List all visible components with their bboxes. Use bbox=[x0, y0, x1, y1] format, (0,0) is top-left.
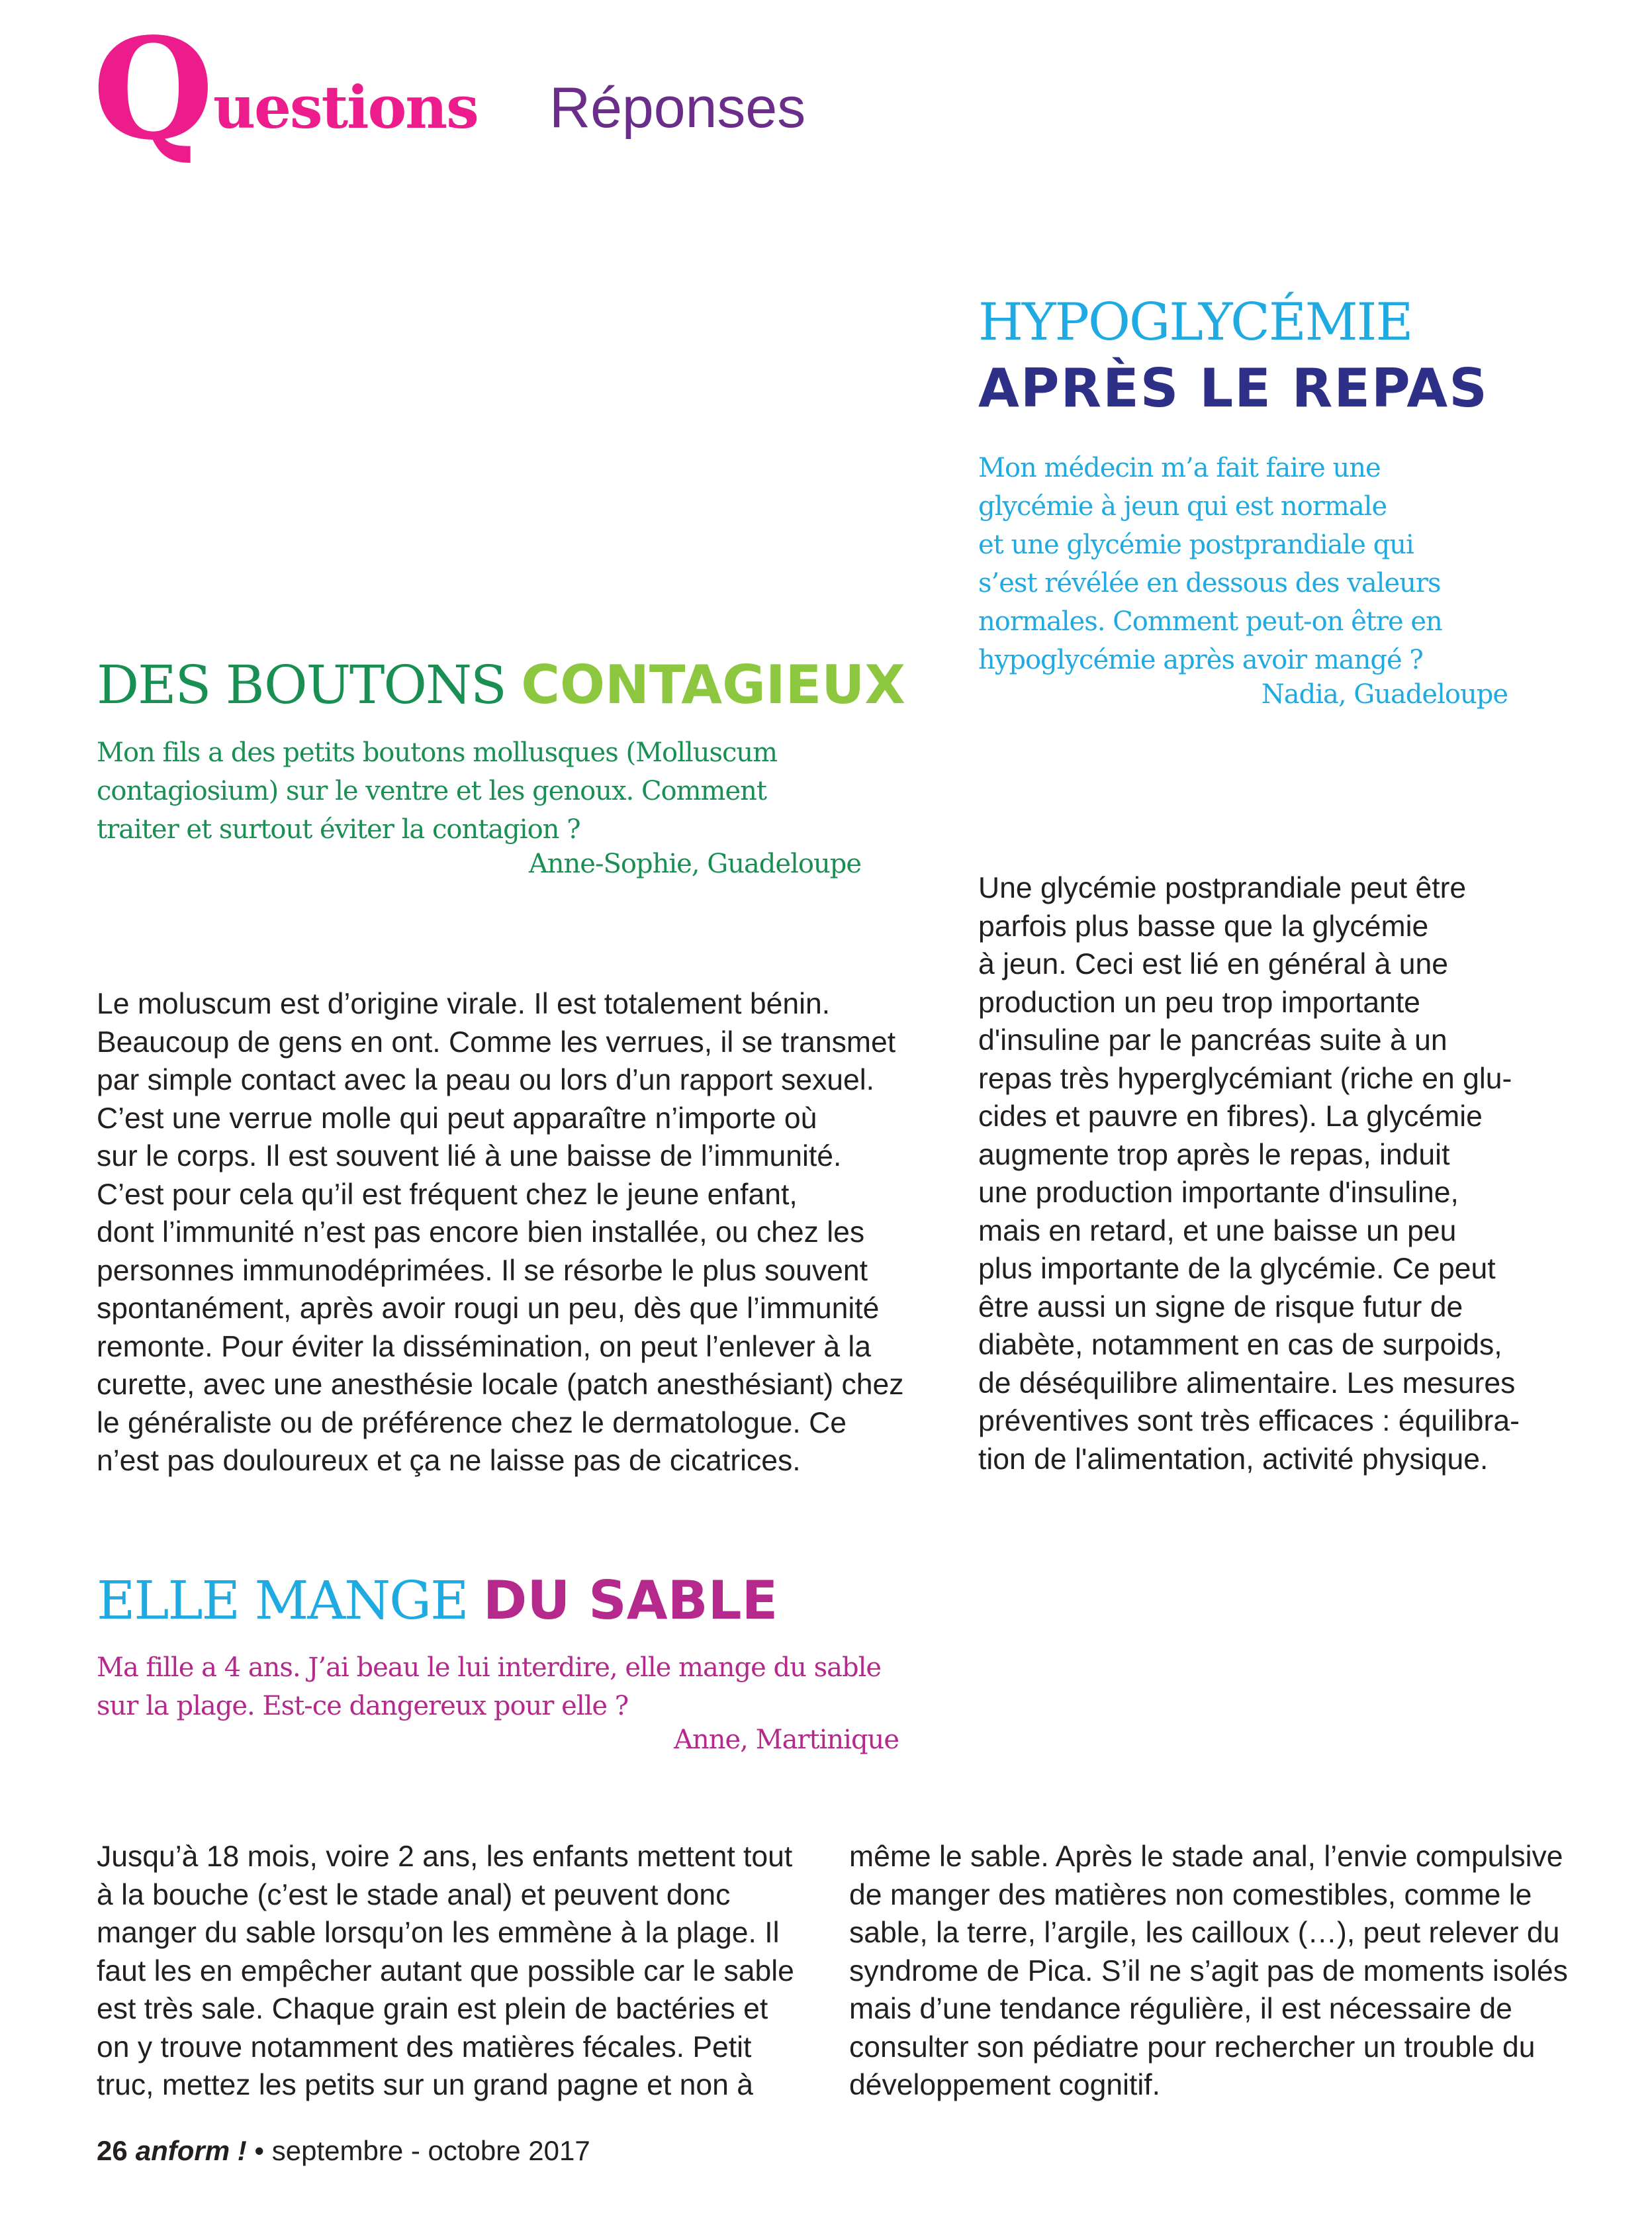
question-signature: Anne, Martinique bbox=[674, 1725, 899, 1755]
header-questions: uestions bbox=[213, 73, 478, 142]
article-title-sable bbox=[97, 1570, 778, 1631]
question-signature: Nadia, Guadeloupe bbox=[1261, 679, 1508, 710]
reader-question: Mon fils a des petits boutons mollusques (Molluscum contagiosium) sur le ventre et les genoux. Comment traiter et surtout éviter la contagion ? bbox=[97, 737, 778, 845]
article-subtitle-apres-repas: APRÈS LE REPAS bbox=[978, 357, 1489, 419]
question-signature: Anne-Sophie, Guadeloupe bbox=[528, 849, 861, 879]
reader-question: Ma fille a 4 ans. J’ai beau le lui interdire, elle mange du sable sur la plage. Est-ce dangereux pour elle ? bbox=[97, 1652, 882, 1721]
article-title-hypoglycemie: HYPOGLYCÉMIE bbox=[978, 293, 1412, 352]
article-title-boutons bbox=[97, 654, 905, 716]
title-light: ELLE MANGE bbox=[97, 1570, 483, 1631]
title-bold: CONTAGIEUX bbox=[521, 654, 905, 716]
title-light: DES BOUTONS bbox=[97, 654, 522, 716]
answer-text: Le moluscum est d’origine virale. Il est totalement bénin. Beaucoup de gens en ont. Comme les verrues, il se transmet par simple contact avec la peau ou lors d’un rapport sexuel. C’est une verrue molle qui peut apparaître n’importe où sur le corps. Il est souvent lié à une baisse de l’immunité. C’est pour cela qu’il est fréquent chez le jeune enfant, dont l’immunité n’est pas encore bien installée, ou chez les personnes immunodéprimées. Il se résorbe le plus souvent spontanément, après avoir rougi un peu, dès que l’immunité remonte. Pour éviter la dissémination, on peut l’enlever à la curette, avec une anesthésie locale (patch anesthésiant) chez le généraliste ou de préférence chez le dermatologue. Ce n’est pas douloureux et ça ne laisse pas de cicatrices. bbox=[97, 988, 904, 1477]
issue-date: • septembre - octobre 2017 bbox=[254, 2135, 590, 2166]
answer-text-column-1: Jusqu’à 18 mois, voire 2 ans, les enfants mettent tout à la bouche (c’est le stade anal) et peuvent donc manger du sable lorsqu’on les emmène à la plage. Il faut les en empêcher autant que possible car le sable est très sale. Chaque grain est plein de bactéries et on y trouve notamment des matières fécales. Petit truc, mettez les petits sur un grand pagne et non à bbox=[97, 1840, 794, 2101]
answer-text: Une glycémie postprandiale peut être parfois plus basse que la glycémie à jeun. Ceci est lié en général à une production un peu trop importante d'insuline par le pancréas suite à un repas très hyperglycémiant (riche en glu- cides et pauvre en fibres). La glycémie augmente trop après le repas, induit une production importante d'insuline, mais en retard, et une baisse un peu plus importante de la glycémie. Ce peut être aussi un signe de risque futur de diabète, notamment en cas de surpoids, de déséquilibre alimentaire. Les mesures préventives sont très efficaces : équilibra- tion de l'alimentation, activité physique. bbox=[978, 872, 1520, 1476]
page-footer bbox=[97, 2135, 590, 2167]
answer-text-column-2: même le sable. Après le stade anal, l’envie compulsive de manger des matières non comestibles, comme le sable, la terre, l’argile, les cailloux (…), peut relever du syndrome de Pica. S’il ne s’agit pas de moments isolés mais d’une tendance régulière, il est nécessaire de consulter son pédiatre pour rechercher un trouble du développement cognitif. bbox=[849, 1840, 1568, 2101]
title-bold: DU SABLE bbox=[482, 1570, 778, 1631]
page-number: 26 bbox=[97, 2135, 128, 2166]
section-header bbox=[93, 7, 887, 171]
header-q-letter: Q bbox=[93, 7, 214, 171]
header-reponses: Réponses bbox=[549, 76, 806, 140]
reader-question: Mon médecin m’a fait faire une glycémie à jeun qui est normale et une glycémie postprandiale qui s’est révélée en dessous des valeurs normales. Comment peut-on être en hypoglycémie après avoir mangé ? bbox=[978, 453, 1442, 675]
magazine-name: anform ! bbox=[135, 2135, 247, 2166]
